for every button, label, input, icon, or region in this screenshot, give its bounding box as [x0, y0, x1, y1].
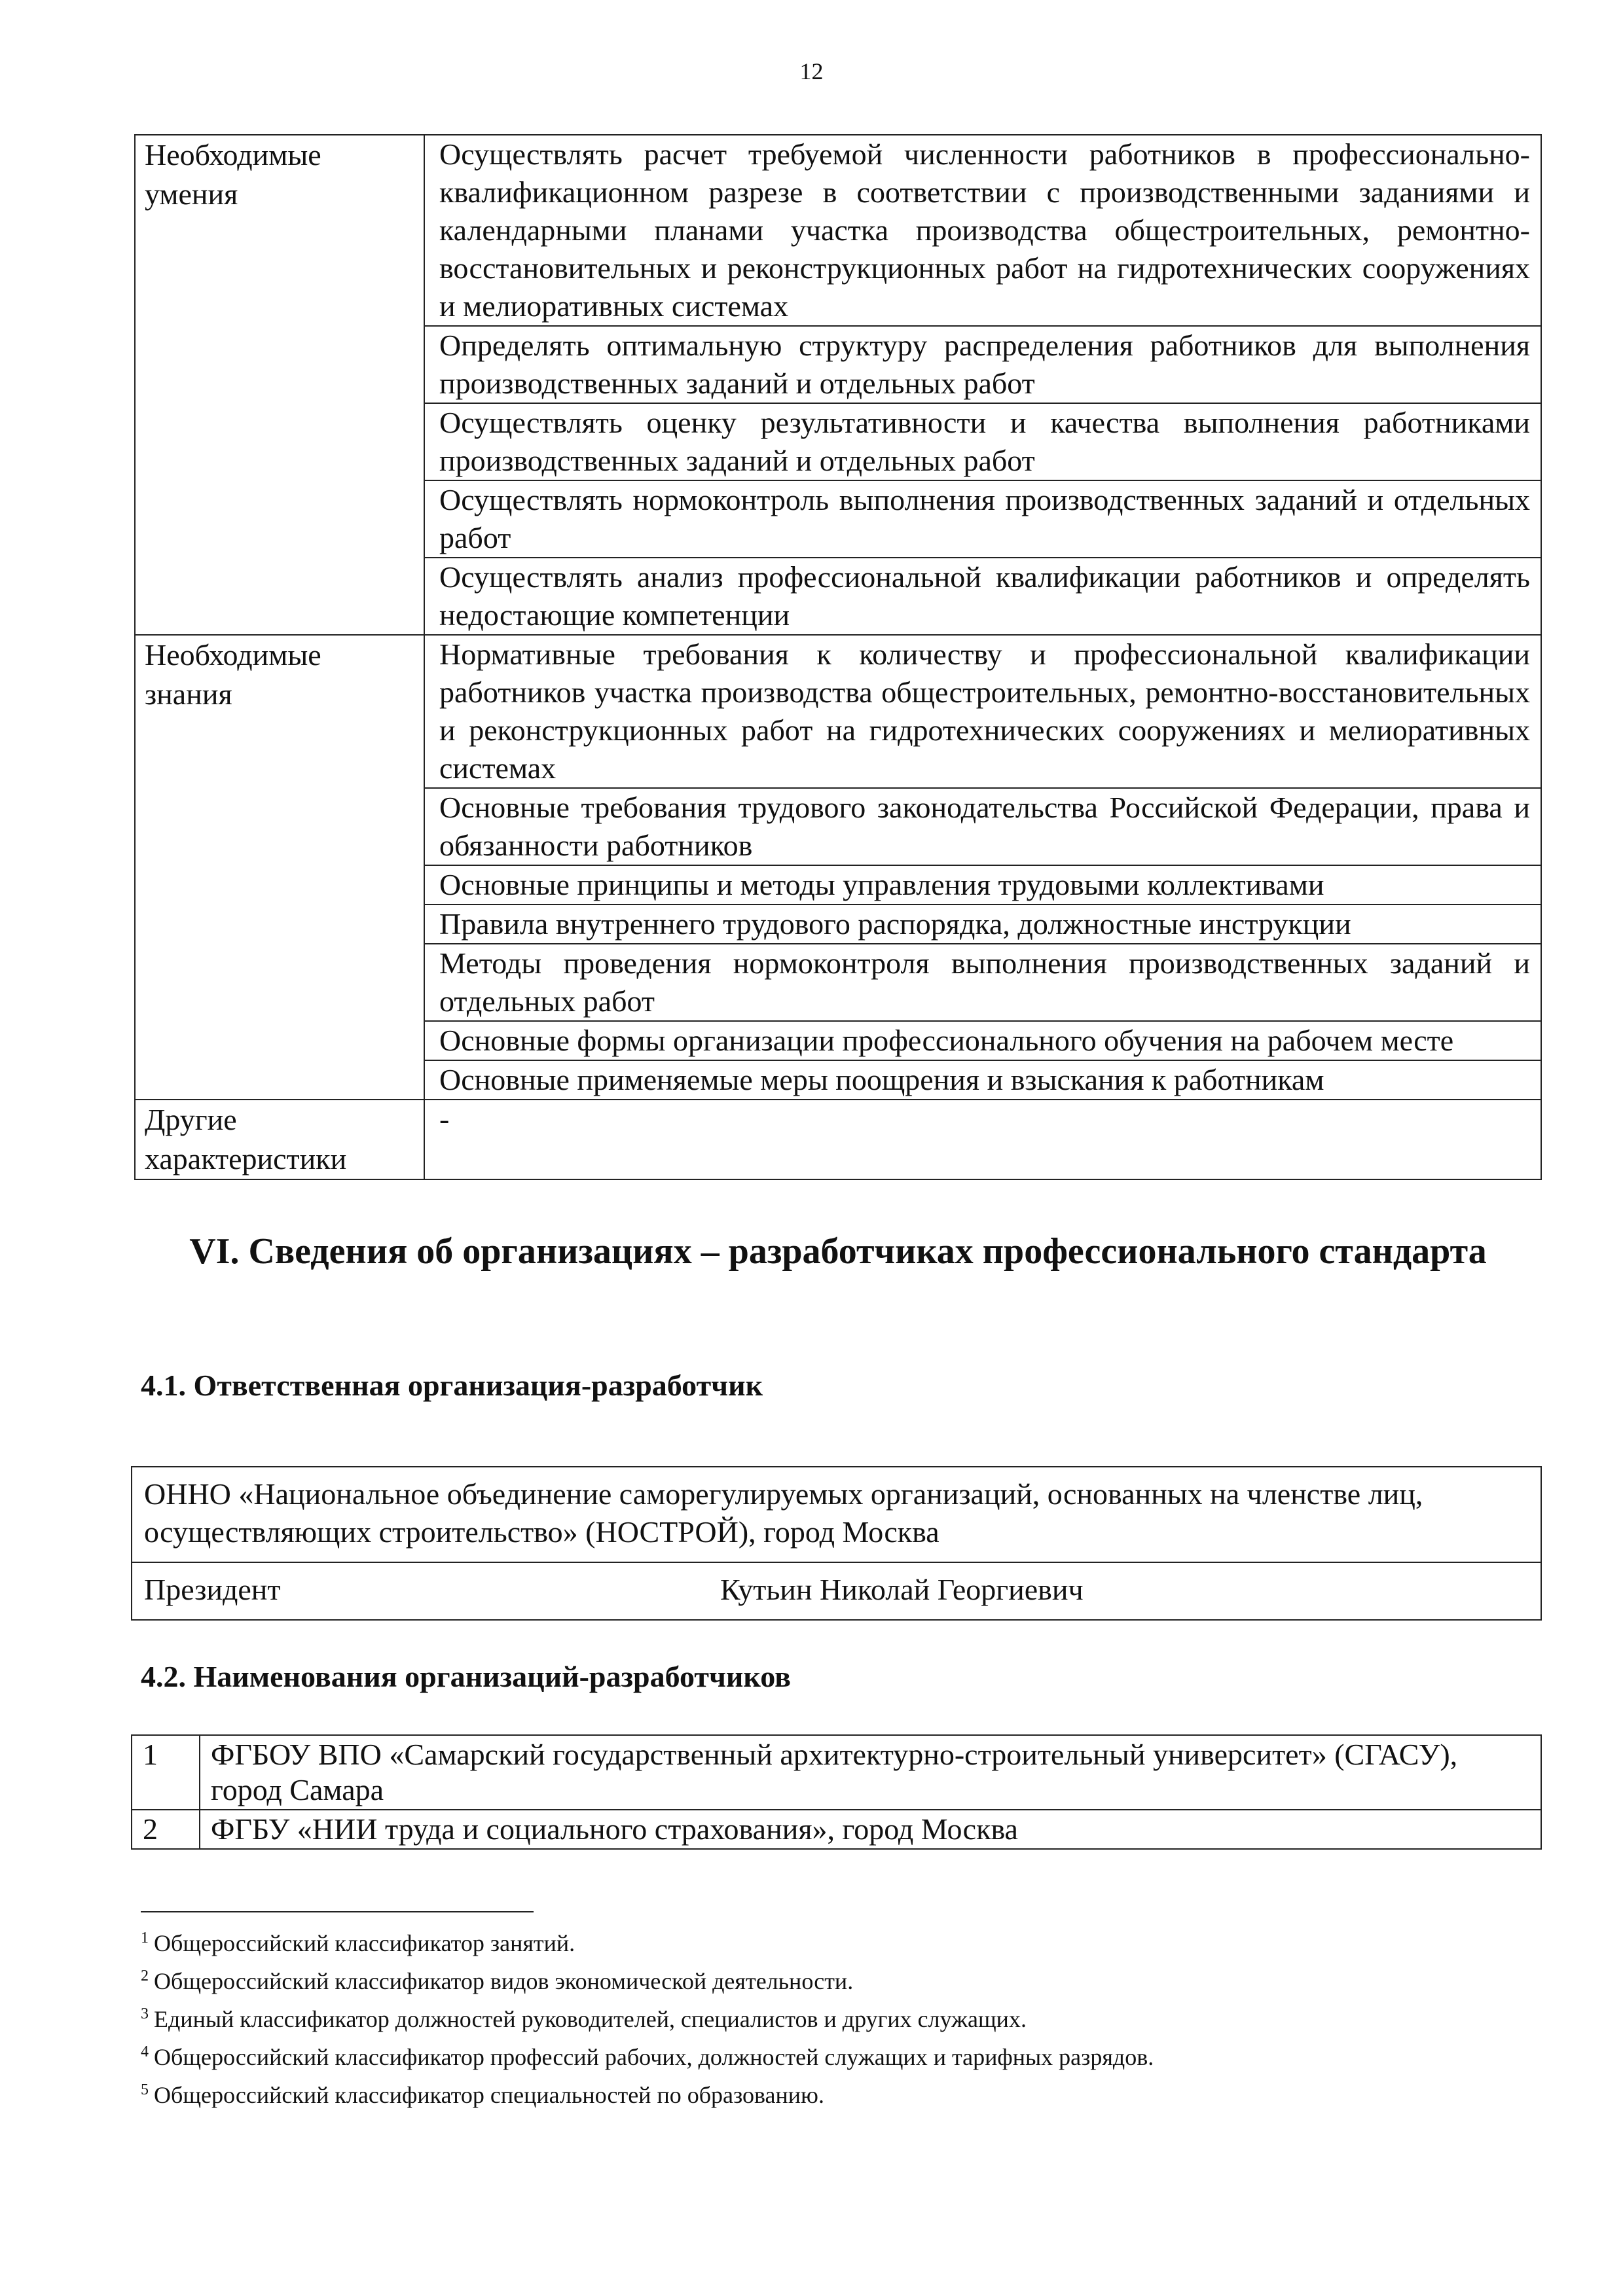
section-title: VI. Сведения об организациях – разработчиках профессионального стандарта [189, 1231, 1487, 1272]
table-row [132, 1562, 1541, 1620]
footnote-text: Общероссийский классификатор видов экономической деятельности. [154, 1968, 854, 1994]
row-label: Другие характеристики [135, 1100, 424, 1179]
footnote-text: Общероссийский классификатор занятий. [154, 1930, 575, 1956]
list-item: Осуществлять анализ профессиональной квалификации работников и определять недостающие компетенции [439, 560, 1530, 632]
list-item: Основные формы организации профессионального обучения на рабочем месте [425, 1022, 1541, 1061]
row-number: 1 [132, 1735, 200, 1810]
table-row [132, 1735, 1541, 1810]
footnote-text: Общероссийский классификатор специальностей по образованию. [154, 2082, 824, 2108]
position: Президент [144, 1573, 281, 1606]
responsible-org-table [131, 1466, 1542, 1621]
list-item: Осуществлять расчет требуемой численности работников в профессионально-квалификационном разрезе в соответствии с производственными заданиями и календарными планами участка производства общестроительных, ремонтно-восстановительных и реконструкционных работ на гидротехнических сооружениях и мелиоративных системах [425, 135, 1541, 327]
org-representative [132, 1562, 1541, 1620]
competencies-table [134, 134, 1542, 1180]
org-name: ОННО «Национальное объединение саморегулируемых организаций, основанных на членстве лиц, осуществляющих строительство» (НОСТРОЙ), город Москва [132, 1467, 1541, 1562]
list-item: Основные принципы и методы управления трудовыми коллективами [425, 866, 1541, 905]
table-row [132, 1810, 1541, 1849]
footnote-mark: 2 [141, 1967, 149, 1984]
list-item: Осуществлять оценку результативности и качества выполнения работниками производственных заданий и отдельных работ [425, 404, 1541, 481]
list-item: Основные применяемые меры поощрения и взыскания к работникам [439, 1063, 1324, 1096]
footnote-mark: 4 [141, 2043, 149, 2060]
list-item: Осуществлять нормоконтроль выполнения производственных заданий и отдельных работ [425, 481, 1541, 558]
footnote-text: Единый классификатор должностей руководителей, специалистов и других служащих. [154, 2006, 1027, 2032]
list-item: Методы проведения нормоконтроля выполнения производственных заданий и отдельных работ [425, 944, 1541, 1022]
footnote-mark: 3 [141, 2005, 149, 2022]
row-label: Необходимые знания [135, 635, 424, 1100]
row-content [424, 135, 1541, 635]
footnotes [141, 1922, 1516, 2111]
table-row [135, 635, 1541, 1100]
person-name: Кутьин Николай Георгиевич [720, 1573, 1084, 1606]
row-number: 2 [132, 1810, 200, 1849]
footnote [141, 2073, 1516, 2111]
row-label: Необходимые умения [135, 135, 424, 635]
list-item: Определять оптимальную структуру распределения работников для выполнения производственных заданий и отдельных работ [425, 327, 1541, 404]
footnote-text: Общероссийский классификатор профессий рабочих, должностей служащих и тарифных разрядов. [154, 2044, 1154, 2070]
page-number: 12 [799, 58, 824, 84]
table-row [132, 1467, 1541, 1562]
list-item: Правила внутреннего трудового распорядка, должностные инструкции [425, 905, 1541, 944]
responsible-org-heading: 4.1. Ответственная организация-разработчик [141, 1369, 763, 1402]
row-content [424, 635, 1541, 1100]
row-content [424, 1100, 1541, 1179]
list-item: Нормативные требования к количеству и профессиональной квалификации работников участка производства общестроительных, ремонтно-восстановительных и реконструкционных работ на гидротехнических сооружениях и мелиоративных системах [425, 636, 1541, 789]
footnote [141, 1960, 1516, 1998]
footnote [141, 1922, 1516, 1960]
developer-orgs-heading: 4.2. Наименования организаций-разработчиков [141, 1660, 791, 1693]
table-row [135, 135, 1541, 635]
developer-orgs-table [131, 1734, 1542, 1850]
footnote-divider [141, 1911, 534, 1912]
footnote-mark: 5 [141, 2081, 149, 2098]
footnote [141, 2036, 1516, 2073]
footnote-mark: 1 [141, 1929, 149, 1946]
table-row [135, 1100, 1541, 1179]
footnote [141, 1998, 1516, 2036]
org-name: ФГБУ «НИИ труда и социального страхования», город Москва [200, 1810, 1541, 1849]
org-name: ФГБОУ ВПО «Самарский государственный архитектурно-строительный университет» (СГАСУ), город Самара [200, 1735, 1541, 1810]
list-item: - [439, 1102, 450, 1136]
list-item: Основные требования трудового законодательства Российской Федерации, права и обязанности работников [425, 789, 1541, 866]
